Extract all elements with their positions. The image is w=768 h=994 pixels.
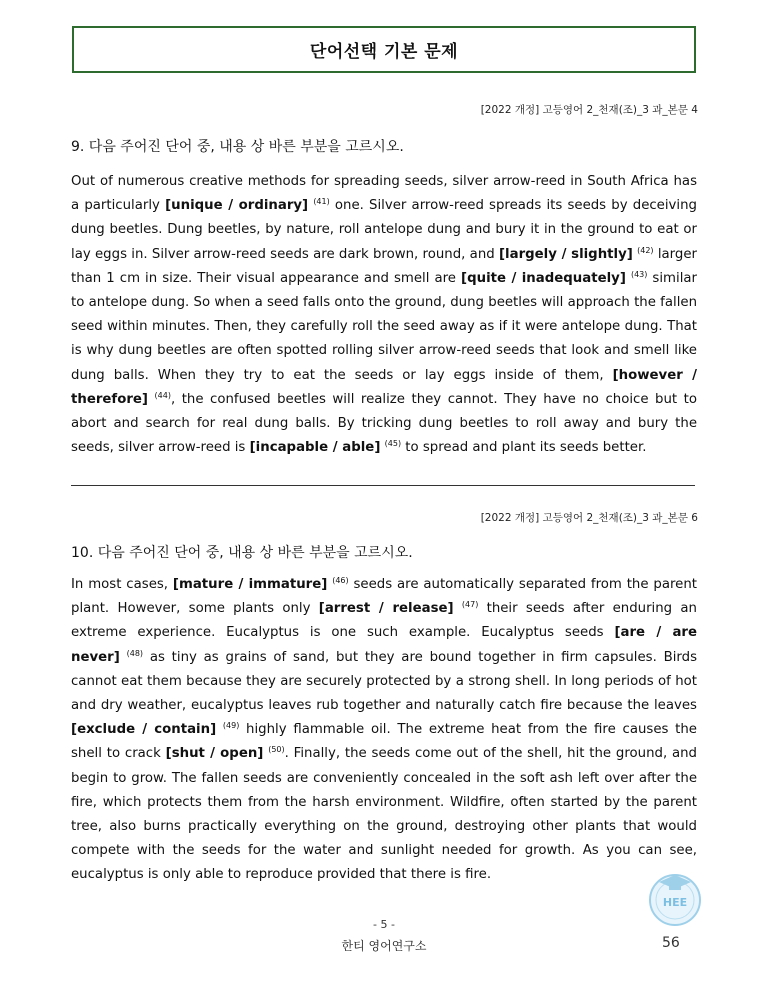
section-divider	[71, 485, 695, 486]
choice-45: [incapable / able]	[249, 440, 381, 456]
title-box	[72, 26, 696, 73]
page-count: 56	[662, 935, 680, 951]
q10-source: [2022 개정] 고등영어 2_천재(조)_3 과_본문 6	[480, 512, 698, 524]
blank-number-45: (45)	[384, 439, 402, 449]
choice-46: [mature / immature]	[172, 577, 328, 592]
q9-title: 9. 다음 주어진 단어 중, 내용 상 바른 부분을 고르시오.	[71, 139, 404, 155]
organization-name: 한티 영어연구소	[341, 939, 427, 953]
blank-number-43: (43)	[630, 269, 648, 279]
q10-text-3: their seeds after enduring an extreme experience. Eucalyptus is one such example. Eucalyptus seeds	[71, 601, 697, 641]
choice-48: [are / are never]	[71, 625, 698, 665]
page-number: - 5 -	[373, 918, 395, 931]
q10-text-2: seeds are automatically separated from the parent plant. However, some plants only	[71, 577, 697, 617]
choice-49: [exclude / contain]	[71, 722, 217, 738]
q9-text-1: Out of numerous creative methods for spreading seeds, silver arrow-reed in South Africa has a particularly	[71, 174, 697, 214]
blank-number-49: (49)	[222, 721, 240, 731]
q9-passage	[71, 170, 697, 460]
blank-number-50: (50)	[268, 745, 285, 755]
blank-number-46: (46)	[332, 576, 349, 585]
logo-text: HEE	[662, 896, 688, 909]
q10-passage	[71, 573, 697, 888]
choice-42: [largely / slightly]	[498, 246, 633, 262]
q9-text-5: , the confused beetles will realize they cannot. They have no choice but to abort and search for real dung balls. By tricking dung beetles to roll away and bury the seeds, silver arrow-reed is	[71, 391, 697, 456]
choice-50: [shut / open]	[165, 746, 264, 762]
q10-text-1: In most cases,	[71, 577, 173, 592]
q9-text-4: similar to antelope dung. So when a seed falls onto the ground, dung beetles will approach the fallen seed within minutes. Then, they carefully roll the seed away as if it were antelope dung. That is why dung beetles are often spotted rolling silver arrow-reed seeds that look and smell like dung balls. When they try to eat the seeds or lay eggs inside of them,	[71, 270, 698, 383]
blank-number-44: (44)	[154, 390, 171, 400]
blank-number-41: (41)	[313, 197, 330, 207]
q10-text-5: highly flammable oil. The extreme heat from the fire causes the shell to crack	[71, 722, 697, 762]
q10-title: 10. 다음 주어진 단어 중, 내용 상 바른 부분을 고르시오.	[71, 545, 413, 561]
choice-43: [quite / inadequately]	[461, 270, 626, 286]
q9-text-2: one. Silver arrow-reed spreads its seeds by deceiving dung beetles. Dung beetles, by nature, roll antelope dung and bury it in the ground to eat or lay eggs in. Silver arrow-reed seeds are dark brown, round, and	[71, 198, 697, 262]
q10-text-6: . Finally, the seeds come out of the shell, hit the ground, and begin to grow. The fallen seeds are conveniently concealed in the soft ash left over after the fire, which protects them from the harsh environment. Wildfire, often started by the parent tree, also burns practically everything on the ground, destroying other plants that would compete with the seeds for the water and sunlight needed for growth. As you can see, eucalyptus is only able to reproduce provided that there is fire.	[71, 746, 697, 883]
q9-text-6: to spread and plant its seeds better.	[401, 440, 647, 456]
q9-text-3: larger than 1 cm in size. Their visual appearance and smell are	[71, 246, 698, 286]
q9-source: [2022 개정] 고등영어 2_천재(조)_3 과_본문 4	[480, 104, 698, 116]
blank-number-42: (42)	[637, 245, 654, 255]
blank-number-48: (48)	[126, 648, 144, 658]
choice-41: [unique / ordinary]	[165, 198, 309, 214]
q10-text-4: as tiny as grains of sand, but they are bound together in firm capsules. Birds cannot eat them because they are securely protected by a strong shell. In long periods of hot and dry weather, eucalyptus leaves rub together and naturally catch fire because the leaves	[71, 649, 698, 714]
page-title: 단어선택 기본 문제	[309, 42, 459, 62]
choice-44: [however / therefore]	[71, 367, 698, 407]
blank-number-47: (47)	[461, 600, 479, 610]
choice-47: [arrest / release]	[318, 601, 454, 617]
